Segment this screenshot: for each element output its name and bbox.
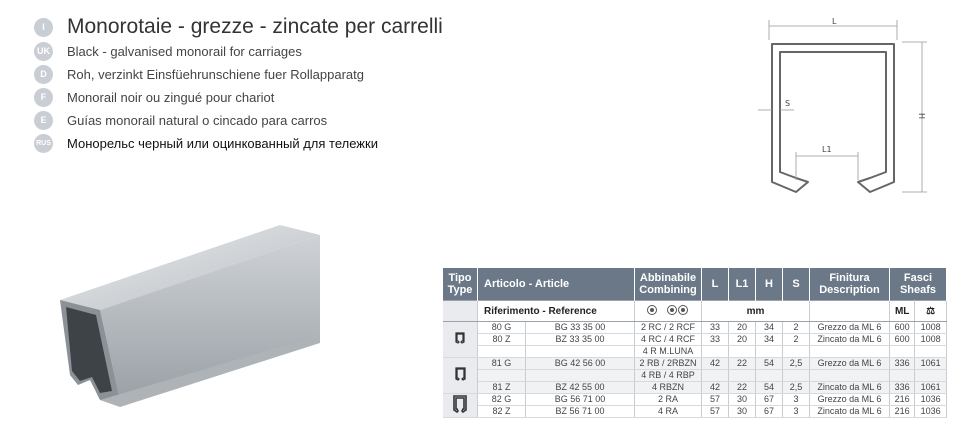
cell-h: 67: [756, 406, 783, 418]
cell-comb: 2 RB / 2RBZN: [635, 358, 702, 370]
combining-icons: [635, 301, 702, 322]
cell-s: 2: [783, 334, 810, 346]
subheader-mm: mm: [702, 301, 810, 322]
cell-h: 34: [756, 334, 783, 346]
lang-text-e: Guías monorail natural o cincado para carros: [67, 112, 328, 128]
cell-h: 67: [756, 394, 783, 406]
cell-ref: BG 56 71 00: [526, 394, 635, 406]
cell-comb: 2 RC / 2 RCF: [635, 322, 702, 334]
profile-82-icon: [443, 394, 478, 418]
cell-l: 42: [702, 382, 729, 394]
table-row: [443, 346, 947, 358]
table-row: [443, 358, 947, 370]
weight-icon: ⚖: [915, 301, 947, 322]
cell-l1: 20: [729, 334, 756, 346]
cell-code: 80 Z: [478, 334, 526, 346]
cell-comb: 4 RA: [635, 406, 702, 418]
col-article: Articolo - Article: [478, 268, 635, 301]
table-header-row: [443, 268, 947, 301]
cell-pcs: 1061: [915, 382, 947, 394]
table-row: [443, 406, 947, 418]
lang-badge-e: E: [34, 111, 53, 130]
cell-l1: 30: [729, 406, 756, 418]
subheader-ml: ML: [890, 301, 915, 322]
cell-pcs: 1061: [915, 358, 947, 370]
cell-pcs: 1008: [915, 322, 947, 334]
cell-ml: 216: [890, 394, 915, 406]
cell-s: 3: [783, 394, 810, 406]
cell-ref: BZ 56 71 00: [526, 406, 635, 418]
lang-row-i: [34, 16, 443, 38]
cell-comb: 4 RC / 4 RCF: [635, 334, 702, 346]
col-s: S: [783, 268, 810, 301]
cell-ml: 600: [890, 334, 915, 346]
cell-l: 57: [702, 394, 729, 406]
dim-l-label: L: [832, 17, 837, 26]
monorail-photo: [30, 195, 390, 415]
lang-badge-d: D: [34, 65, 53, 84]
cell-ml: 336: [890, 382, 915, 394]
cell-s: 2,5: [783, 382, 810, 394]
cell-ml: 216: [890, 406, 915, 418]
cell-l: 33: [702, 334, 729, 346]
lang-row-f: [34, 86, 274, 108]
table-row: [443, 382, 947, 394]
specs-table: [443, 268, 947, 418]
cell-l1: 30: [729, 394, 756, 406]
col-combining: Abbinabile Combining: [635, 268, 702, 301]
lang-text-d: Roh, verzinkt Einsfüehrunschiene fuer Rollapparatg: [67, 66, 365, 82]
cell-pcs: 1008: [915, 334, 947, 346]
lang-row-rus: [34, 132, 378, 154]
table-subheader-row: [443, 301, 947, 322]
cell-code: 81 Z: [478, 382, 526, 394]
cell-comb: 4 RBZN: [635, 382, 702, 394]
lang-row-uk: [34, 40, 302, 62]
cell-l: 42: [702, 358, 729, 370]
cell-s: 3: [783, 406, 810, 418]
cell-finish: Grezzo da ML 6: [810, 394, 890, 406]
col-l1: L1: [729, 268, 756, 301]
cell-pcs: 1036: [915, 394, 947, 406]
cell-comb: 4 R M.LUNA: [635, 346, 702, 358]
cell-ref: BG 33 35 00: [526, 322, 635, 334]
lang-badge-f: F: [34, 88, 53, 107]
lang-badge-i: I: [34, 18, 53, 37]
page-title: Monorotaie - grezze - zincate per carrelli: [67, 15, 443, 38]
lang-badge-rus: RUS: [34, 134, 53, 153]
dim-l1-label: L1: [822, 145, 832, 154]
cell-h: 54: [756, 358, 783, 370]
table-row: [443, 334, 947, 346]
cell-l: 33: [702, 322, 729, 334]
cell-finish: Zincato da ML 6: [810, 334, 890, 346]
lang-badge-uk: UK: [34, 42, 53, 61]
cell-code: 82 Z: [478, 406, 526, 418]
cell-finish: Grezzo da ML 6: [810, 322, 890, 334]
profile-80-icon: [443, 322, 478, 358]
table-row: [443, 370, 947, 382]
dim-h-label: H: [917, 113, 926, 120]
cell-s: 2,5: [783, 358, 810, 370]
lang-row-d: [34, 63, 364, 85]
cell-code: 81 G: [478, 358, 526, 370]
cell-l1: 20: [729, 322, 756, 334]
lang-row-e: [34, 109, 327, 131]
cell-l: 57: [702, 406, 729, 418]
cell-comb: 2 RA: [635, 394, 702, 406]
lang-text-rus: Монорельс черный или оцинкованный для тележки: [67, 135, 378, 151]
wheel-icons: [640, 304, 696, 316]
cell-ref: BZ 42 55 00: [526, 382, 635, 394]
dim-s-label: S: [785, 99, 791, 108]
cell-ml: 336: [890, 358, 915, 370]
cell-finish: Grezzo da ML 6: [810, 358, 890, 370]
lang-text-uk: Black - galvanised monorail for carriages: [67, 43, 302, 59]
col-l: L: [702, 268, 729, 301]
cell-ml: 600: [890, 322, 915, 334]
table-row: [443, 394, 947, 406]
col-sheafs: Fasci Sheafs: [890, 268, 947, 301]
cell-ref: BG 42 56 00: [526, 358, 635, 370]
cell-code: 80 G: [478, 322, 526, 334]
cell-pcs: 1036: [915, 406, 947, 418]
lang-text-f: Monorail noir ou zingué pour chariot: [67, 89, 275, 105]
profile-diagram: [752, 12, 952, 202]
cell-s: 2: [783, 322, 810, 334]
cell-l1: 22: [729, 358, 756, 370]
subheader-reference: Riferimento - Reference: [478, 301, 635, 322]
cell-comb: 4 RB / 4 RBP: [635, 370, 702, 382]
cell-ref: BZ 33 35 00: [526, 334, 635, 346]
col-type: Tipo Type: [443, 268, 478, 301]
cell-l1: 22: [729, 382, 756, 394]
table-row: [443, 322, 947, 334]
col-finish: Finitura Description: [810, 268, 890, 301]
cell-h: 54: [756, 382, 783, 394]
cell-code: 82 G: [478, 394, 526, 406]
profile-81-icon: [443, 358, 478, 394]
cell-finish: Zincato da ML 6: [810, 406, 890, 418]
cell-finish: Zincato da ML 6: [810, 382, 890, 394]
cell-h: 34: [756, 322, 783, 334]
col-h: H: [756, 268, 783, 301]
